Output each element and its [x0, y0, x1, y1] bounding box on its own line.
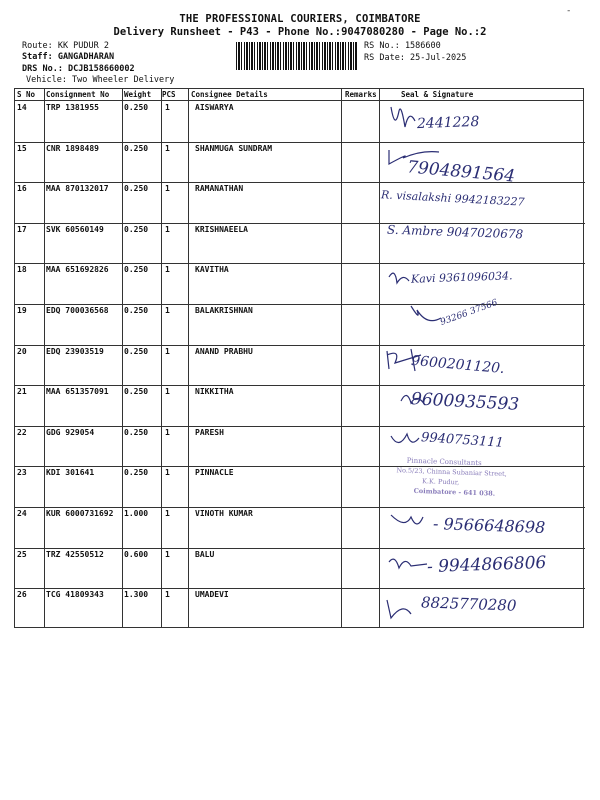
row-weight: 0.250: [124, 306, 149, 315]
row-consignment-no: EDQ 23903519: [46, 346, 104, 356]
runsheet-table: [14, 88, 584, 628]
row-pcs: 1: [165, 265, 170, 275]
row-consignee: BALU: [195, 549, 215, 559]
signature-area: [381, 182, 591, 223]
row-sno: 16: [17, 184, 27, 194]
row-consignment-no: TCG 41809343: [46, 590, 104, 600]
row-consignment-no: SVK 60560149: [46, 224, 104, 234]
barcode: [236, 42, 358, 70]
row-pcs: 1: [165, 224, 170, 234]
row-sno: 15: [17, 143, 27, 153]
handwritten-signature: 2441228: [416, 113, 480, 133]
row-consignment-no: MAA 651357091: [46, 387, 109, 397]
row-consignment-no: GDG 929054: [46, 427, 95, 437]
stamp-line-1: Pinnacle Consultants: [406, 456, 482, 468]
signature-area: [381, 548, 591, 589]
signature-area: [381, 101, 591, 142]
row-consignee: PINNACLE: [195, 468, 234, 478]
staff-label: Staff: GANGADHARAN: [22, 52, 115, 62]
row-weight: 0.250: [124, 265, 149, 275]
row-pcs: 1: [165, 509, 170, 518]
handwritten-signature: 93266 37566: [439, 298, 500, 328]
signature-area: [381, 298, 591, 345]
col-header-consignee: Consignee Details: [191, 90, 268, 99]
row-pcs: 1: [165, 346, 170, 356]
rs-date: RS Date: 25-Jul-2025: [364, 53, 467, 63]
handwritten-signature: - 9566648698: [432, 514, 546, 537]
signature-area: [381, 385, 591, 426]
row-consignment-no: TRP 1381955: [46, 103, 99, 112]
row-pcs: 1: [165, 306, 170, 315]
col-header-consignment: Consignment No: [46, 90, 110, 99]
row-sno: 22: [17, 427, 27, 437]
vehicle-label: Vehicle: Two Wheeler Delivery: [26, 75, 175, 85]
corner-mark: -: [566, 6, 572, 16]
row-sno: 20: [17, 346, 27, 356]
row-consignee: PARESH: [195, 427, 224, 437]
row-pcs: 1: [165, 184, 170, 194]
table-row: [15, 507, 585, 548]
row-consignment-no: MAA 651692826: [46, 265, 109, 275]
drs-number: DRS No.: DCJB158660002: [22, 64, 135, 74]
row-consignment-no: EDQ 700036568: [46, 306, 109, 315]
table-row: [15, 345, 585, 386]
row-consignment-no: CNR 1898489: [46, 143, 99, 153]
row-sno: 24: [17, 509, 27, 518]
table-row: [15, 263, 585, 304]
row-consignee: AISWARYA: [195, 103, 234, 112]
row-weight: 0.250: [124, 468, 149, 478]
row-sno: 23: [17, 468, 27, 478]
row-consignee: ANAND PRABHU: [195, 346, 253, 356]
row-consignee: NIKKITHA: [195, 387, 234, 397]
signature-area: [381, 507, 591, 548]
handwritten-signature: 9600935593: [410, 389, 520, 416]
row-consignment-no: MAA 870132017: [46, 184, 109, 194]
row-consignee: RAMANATHAN: [195, 184, 244, 194]
handwritten-signature: 7904891564: [406, 156, 516, 187]
row-consignee: KRISHNAEELA: [195, 224, 248, 234]
row-pcs: 1: [165, 103, 170, 112]
row-weight: 0.250: [124, 387, 149, 397]
row-pcs: 1: [165, 590, 170, 600]
row-weight: 0.250: [124, 184, 149, 194]
row-pcs: 1: [165, 143, 170, 153]
route-label: Route: KK PUDUR 2: [22, 41, 109, 51]
col-header-remarks: Remarks: [345, 90, 377, 99]
runsheet-title: Delivery Runsheet - P43 - Phone No.:9047080280 - Page No.:2: [113, 26, 487, 38]
row-sno: 26: [17, 590, 27, 600]
table-row: [15, 298, 585, 345]
handwritten-signature: - 9944866806: [426, 552, 547, 577]
row-pcs: 1: [165, 468, 170, 478]
stamp-line-3: K.K. Pudur,: [421, 477, 460, 487]
row-weight: 1.300: [124, 590, 149, 600]
handwritten-signature: R. visalakshi 9942183227: [380, 188, 525, 209]
pinnacle-stamp: [395, 455, 557, 511]
row-weight: 0.250: [124, 427, 149, 437]
company-title: THE PROFESSIONAL COURIERS, COIMBATORE: [179, 13, 421, 25]
row-weight: 0.250: [124, 224, 149, 234]
signature-area: [381, 142, 591, 187]
row-weight: 0.250: [124, 103, 149, 112]
col-header-pcs: PCS: [162, 90, 176, 99]
table-row: [15, 588, 585, 629]
row-sno: 18: [17, 265, 27, 275]
row-weight: 0.250: [124, 143, 149, 153]
stamp-line-2: No.5/23, Chinna Subaniar Street,: [396, 466, 507, 479]
handwritten-signature: 9940753111: [420, 429, 505, 451]
row-consignee: SHANMUGA SUNDRAM: [195, 143, 273, 153]
col-header-sno: S No: [17, 90, 36, 99]
row-consignment-no: KDI 301641: [46, 468, 95, 478]
signature-area: [381, 588, 591, 629]
row-consignee: KAVITHA: [195, 265, 229, 275]
row-sno: 25: [17, 549, 27, 559]
handwritten-signature: S. Ambre 9047020678: [386, 222, 524, 242]
row-pcs: 1: [165, 387, 170, 397]
row-pcs: 1: [165, 427, 170, 437]
table-row: [15, 548, 585, 589]
table-row: [15, 182, 585, 223]
row-consignee: BALAKRISHNAN: [195, 306, 253, 315]
table-row: [15, 223, 585, 264]
col-header-seal: Seal & Signature: [401, 90, 474, 99]
signature-area: [381, 223, 591, 264]
row-consignee: VINOTH KUMAR: [195, 509, 253, 518]
row-consignment-no: KUR 6000731692: [46, 509, 114, 518]
row-weight: 0.250: [124, 346, 149, 356]
signature-area: [381, 263, 591, 304]
table-row: [15, 385, 585, 426]
row-sno: 19: [17, 306, 27, 315]
row-consignment-no: TRZ 42550512: [46, 549, 104, 559]
signature-scribble: [381, 304, 441, 340]
row-consignee: UMADEVI: [195, 590, 229, 600]
handwritten-signature: Kavi 9361096034.: [410, 269, 513, 287]
row-weight: 0.600: [124, 549, 149, 559]
row-sno: 21: [17, 387, 27, 397]
table-row: [15, 101, 585, 142]
row-pcs: 1: [165, 549, 170, 559]
handwritten-signature: 9600201120.: [410, 352, 506, 377]
handwritten-signature: 8825770280: [420, 593, 517, 615]
rs-number: RS No.: 1586600: [364, 41, 441, 51]
row-sno: 17: [17, 224, 27, 234]
stamp-line-4: Coimbatore - 641 038.: [413, 486, 496, 498]
row-weight: 1.000: [124, 509, 149, 518]
row-sno: 14: [17, 103, 27, 112]
col-header-weight: Weight: [124, 90, 152, 99]
table-row: [15, 142, 585, 187]
signature-area: [381, 345, 591, 386]
